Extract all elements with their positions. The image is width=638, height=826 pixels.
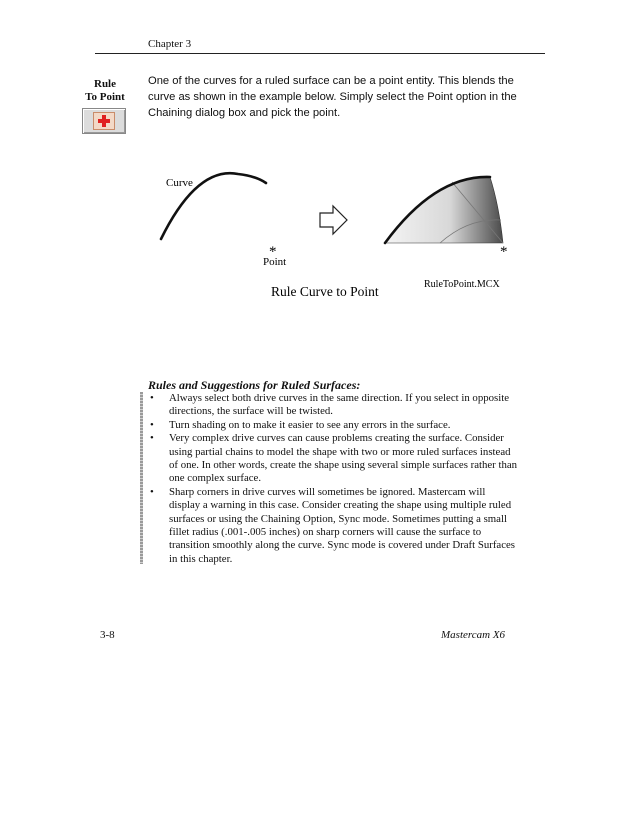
point-marker: * — [269, 244, 277, 260]
intro-text: One of the curves for a ruled surface can be a point entity. This blends the curve as shown in the example below. Simply select the Point option in the Chaining dialog box and pick the point. — [148, 75, 517, 119]
arrow-right-icon — [320, 206, 347, 234]
page-number: 3-8 — [100, 629, 115, 641]
file-name: RuleToPoint.MCX — [424, 279, 500, 290]
rules-item: • Sharp corners in drive curves will sometimes be ignored. Mastercam will display a warning in this case. Consider creating the shape using multiple ruled surfaces or using the Chaining Option, Sync mode. Sometimes putting a small fillet radius (.001-.005 inches) on sharp corners will cause the surface to transition smoothly along the curve. Sync mode is covered under Draft Surfaces in this chapter. — [148, 486, 518, 566]
chapter-heading: Chapter 3 — [148, 38, 192, 50]
rules-sidebar-bar — [140, 392, 143, 564]
curve-label: Curve — [166, 177, 193, 189]
sidebar-label-line2: To Point — [85, 91, 125, 103]
point-label: Point — [263, 256, 287, 268]
rules-item: • Very complex drive curves can cause problems creating the surface. Consider using partial chains to model the shape with two or more ruled surfaces instead of one. In other words, create the shape using several simple surfaces rather than one complex surface. — [148, 432, 518, 486]
figure-caption: Rule Curve to Point — [271, 284, 379, 299]
rules-item: • Always select both drive curves in the same direction. If you select in opposite directions, the surface will be twisted. — [148, 392, 518, 419]
rules-item: • Turn shading on to make it easier to see any errors in the surface. — [148, 419, 518, 432]
rules-list — [148, 392, 518, 566]
footer-book-title: Mastercam X6 — [441, 629, 506, 641]
sidebar-label-line1: Rule — [94, 78, 116, 90]
rule-to-point-figure — [0, 0, 638, 330]
rules-title: Rules and Suggestions for Ruled Surfaces: — [148, 378, 361, 392]
result-point-marker: * — [500, 244, 508, 260]
